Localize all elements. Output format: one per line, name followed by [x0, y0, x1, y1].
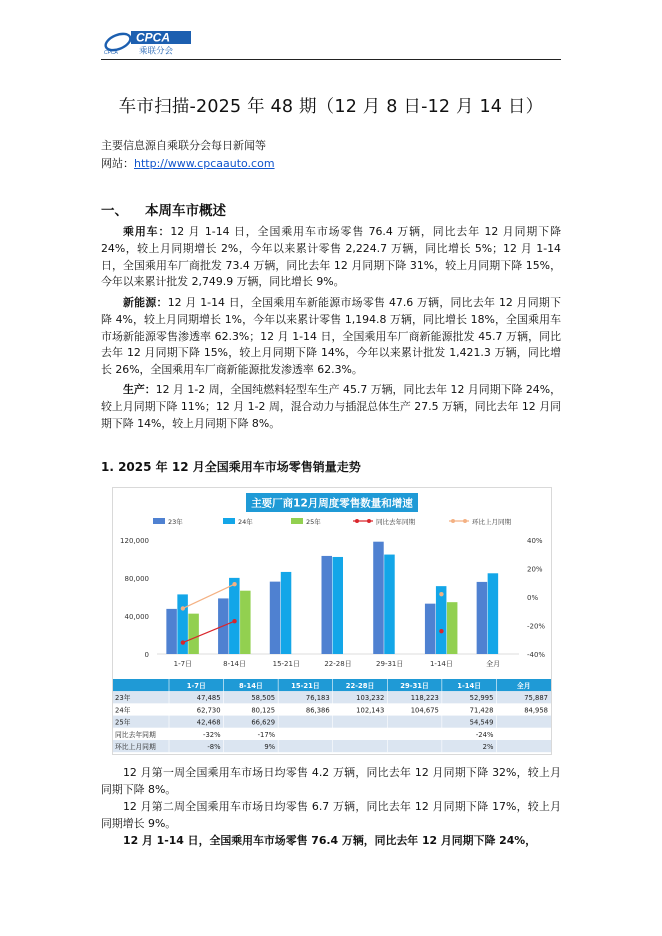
chart-title: 主要厂商12月周度零售数量和增速: [251, 497, 413, 510]
table-cell: 84,958: [524, 706, 548, 715]
table-header-cell: 22-28日: [345, 682, 375, 690]
overview-label: 生产：: [123, 383, 156, 396]
y-left-tick: 0: [144, 651, 149, 659]
table-cell: 58,505: [251, 694, 276, 703]
legend-dot: [463, 519, 467, 523]
bar-25年-1-7日: [188, 614, 199, 654]
table-row-label: 同比去年同期: [115, 730, 156, 739]
overview-text: 12 月 1-14 日，全国乘用车新能源市场零售 47.6 万辆，同比去年 12 月同期下降 4%，较上月同期增长 1%，今年以来累计零售 1,194.8 万辆，同比增长 18%，全国乘用车市场新能源零售渗透率 62.3%；12 月 1-14 日，全国乘用车厂商新能源批发 45.7 万辆，同比去年 12 月同期下降 15%，较上月同期下降 14%，今年以来累计批发 1,421.3 万辆，同比增长 26%，全国乘用车厂商新能源批发渗透率 62.3%。: [101, 296, 561, 377]
table-cell: 66,629: [251, 718, 276, 727]
bar-23年-1-14日: [425, 604, 436, 654]
table-row-label: 24年: [115, 706, 131, 715]
table-cell: 2%: [482, 743, 494, 751]
summary-week1: 12 月第一周全国乘用车市场日均零售 4.2 万辆，同比去年 12 月同期下降 32%，较上月同期下降 8%。: [101, 766, 561, 796]
y-left-tick: 120,000: [120, 537, 149, 545]
table-cell: 102,143: [356, 706, 385, 715]
table-cell: 103,232: [356, 694, 385, 703]
table-header-cell: 1-7日: [186, 682, 206, 690]
table-row-label: 25年: [115, 718, 131, 727]
point-环比上月同期-8-14日: [232, 582, 236, 586]
table-cell: 76,183: [305, 694, 330, 703]
website-link[interactable]: http://www.cpcaauto.com: [134, 157, 275, 170]
bar-24年-全月: [488, 573, 499, 654]
table-cell: 71,428: [469, 706, 494, 715]
table-cell: 62,730: [196, 706, 221, 715]
x-tick-label: 8-14日: [223, 660, 247, 668]
legend-label: 24年: [238, 518, 253, 526]
x-tick-label: 22-28日: [324, 660, 352, 668]
x-tick-label: 1-14日: [429, 660, 453, 668]
legend-swatch: [291, 518, 303, 524]
x-tick-label: 1-7日: [173, 660, 193, 668]
section-number: 一、: [101, 203, 128, 219]
legend-label: 23年: [168, 518, 183, 526]
table-cell: 47,485: [196, 694, 221, 703]
point-同比去年同期-1-14日: [439, 629, 443, 633]
bar-25年-1-14日: [447, 602, 458, 654]
table-cell: 52,995: [469, 694, 494, 703]
y-left-tick: 80,000: [124, 575, 149, 583]
table-cell: -32%: [203, 730, 221, 739]
legend-label: 同比去年同期: [376, 518, 415, 526]
chart-section-title: 1. 2025 年 12 月全国乘用车市场零售销量走势: [101, 460, 361, 474]
bar-23年-22-28日: [322, 556, 333, 654]
bar-24年-29-31日: [384, 555, 395, 654]
point-环比上月同期-1-14日: [439, 592, 443, 596]
table-header-cell: 29-31日: [400, 682, 429, 690]
bar-24年-15-21日: [281, 572, 292, 654]
weekly-retail-chart: [112, 487, 552, 755]
table-cell: -24%: [475, 730, 494, 739]
legend-dot: [355, 519, 359, 523]
website-line: [101, 156, 275, 171]
summary-total: 12 月 1-14 日，全国乘用车市场零售 76.4 万辆，同比去年 12 月同期下降 24%，: [123, 834, 537, 847]
bar-24年-22-28日: [333, 557, 344, 654]
y-right-tick: 20%: [527, 565, 543, 574]
bar-23年-29-31日: [373, 542, 384, 654]
table-cell: 75,887: [524, 694, 548, 703]
x-tick-label: 29-31日: [376, 660, 404, 668]
table-cell: 86,386: [305, 706, 330, 715]
point-同比去年同期-1-7日: [181, 640, 185, 644]
y-right-tick: -40%: [527, 651, 546, 659]
overview-text: 12 月 1-14 日，全国乘用车市场零售 76.4 万辆，同比去年 12 月同期下降 24%，较上月同期增长 2%，今年以来累计零售 2,224.7 万辆，同比增长 5%；12 月 1-14 日，全国乘用车厂商批发 73.4 万辆，同比去年 12 月同期下降 31%，较上月同期下降 15%，今年以来累计批发 2,749.9 万辆，同比增长 9%。: [101, 225, 561, 289]
summary-week2: 12 月第二周全国乘用车市场日均零售 6.7 万辆，同比去年 12 月同期下降 17%，较上月同期增长 9%。: [101, 800, 561, 830]
logo-tiny-text: CPCA: [104, 50, 118, 55]
x-tick-label: 15-21日: [272, 660, 300, 668]
overview-passenger: [101, 224, 561, 291]
overview-nev: [101, 295, 561, 379]
legend-dot: [367, 519, 371, 523]
legend-dot: [451, 519, 455, 523]
bar-24年-1-7日: [177, 594, 188, 654]
table-row-label: 23年: [115, 694, 131, 703]
overview-label: 乘用车：: [123, 225, 171, 238]
table-header-cell: 8-14日: [238, 682, 263, 690]
page-title: 车市扫描-2025 年 48 期（12 月 8 日-12 月 14 日）: [118, 97, 544, 117]
logo-brand: CPCA: [136, 30, 171, 45]
table-cell: -17%: [257, 730, 276, 739]
y-right-tick: 40%: [527, 537, 543, 545]
table-header-cell: 全月: [516, 682, 531, 690]
legend-label: 25年: [306, 518, 321, 526]
legend-swatch: [153, 518, 165, 524]
bar-25年-8-14日: [240, 591, 251, 654]
table-header-cell: 15-21日: [291, 682, 320, 690]
header-divider: [101, 59, 561, 60]
legend-label: 环比上月同期: [472, 518, 511, 526]
bar-24年-8-14日: [229, 578, 240, 654]
table-cell: 104,675: [410, 706, 439, 715]
table-cell: 80,125: [251, 706, 276, 715]
y-right-tick: -20%: [527, 622, 546, 631]
overview-label: 新能源：: [123, 296, 168, 309]
overview-production: [101, 382, 561, 432]
logo-subtitle: 乘联分会: [139, 46, 174, 55]
cpca-logo: [103, 27, 193, 55]
source-line: 主要信息源自乘联分会每日新闻等: [101, 139, 266, 152]
section-heading: [101, 199, 226, 219]
table-header-cell: 1-14日: [457, 682, 482, 690]
overview-text: 12 月 1-2 周，全国纯燃料轻型车生产 45.7 万辆，同比去年 12 月同期下降 24%，较上月同期下降 11%；12 月 1-2 周，混合动力与插混总体生产 27.5 万辆，同比去年 12 月同期下降 14%，较上月同期下降 8%。: [101, 383, 561, 430]
y-right-tick: 0%: [527, 594, 539, 602]
website-label: 网站：: [101, 157, 134, 170]
table-cell: -8%: [207, 743, 221, 751]
x-tick-label: 全月: [486, 660, 501, 668]
y-left-tick: 40,000: [124, 613, 149, 621]
table-cell: 9%: [264, 743, 276, 751]
point-环比上月同期-1-7日: [181, 606, 185, 610]
section-title: 本周车市概述: [145, 203, 226, 219]
bar-23年-1-7日: [166, 609, 177, 654]
bar-23年-15-21日: [270, 582, 281, 654]
table-cell: 118,223: [410, 694, 439, 703]
table-row-label: 环比上月同期: [115, 743, 156, 751]
bar-23年-全月: [477, 582, 488, 654]
point-同比去年同期-8-14日: [232, 619, 236, 623]
table-cell: 54,549: [469, 718, 494, 727]
table-header-bg: [113, 679, 551, 691]
legend-swatch: [223, 518, 235, 524]
table-cell: 42,468: [196, 718, 221, 727]
